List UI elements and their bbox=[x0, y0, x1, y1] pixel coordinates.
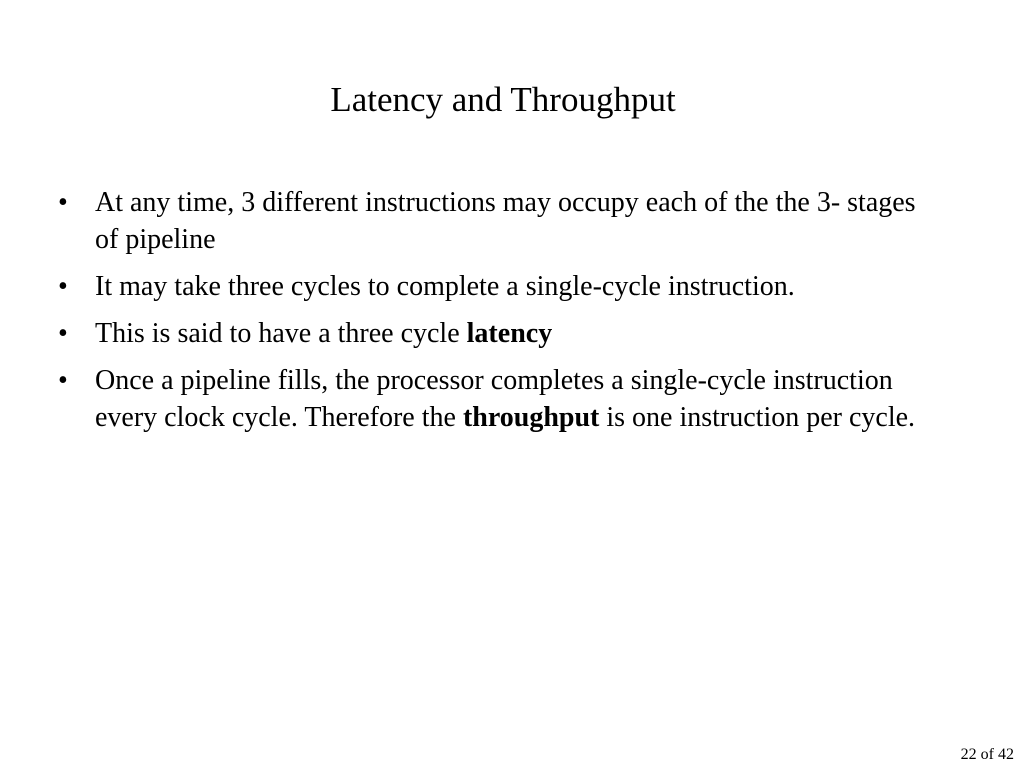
slide-title: Latency and Throughput bbox=[330, 80, 676, 119]
bullet-text-tail: is one instruction per cycle. bbox=[599, 402, 916, 433]
bullet-item bbox=[58, 268, 938, 305]
bullet-dot-icon: • bbox=[58, 187, 68, 218]
bold-term-latency: latency bbox=[466, 318, 553, 349]
bullet-dot-icon: • bbox=[58, 318, 68, 349]
bullet-text: Once a pipeline fills, the processor completes a single-cycle instruction every clock cycle. Therefore the bbox=[95, 365, 893, 433]
bullet-item bbox=[58, 362, 938, 436]
bullet-text: It may take three cycles to complete a single-cycle instruction. bbox=[95, 271, 795, 302]
bullet-item bbox=[58, 315, 938, 352]
bullet-text: This is said to have a three cycle bbox=[95, 318, 467, 349]
bullet-list bbox=[58, 184, 938, 446]
bullet-dot-icon: • bbox=[58, 365, 68, 396]
bullet-item bbox=[58, 184, 938, 258]
bold-term-throughput: throughput bbox=[462, 402, 600, 433]
page-number: 22 of 42 bbox=[960, 746, 1014, 763]
bullet-text: At any time, 3 different instructions may occupy each of the the 3- stages of pipeline bbox=[95, 187, 916, 255]
bullet-dot-icon: • bbox=[58, 271, 68, 302]
